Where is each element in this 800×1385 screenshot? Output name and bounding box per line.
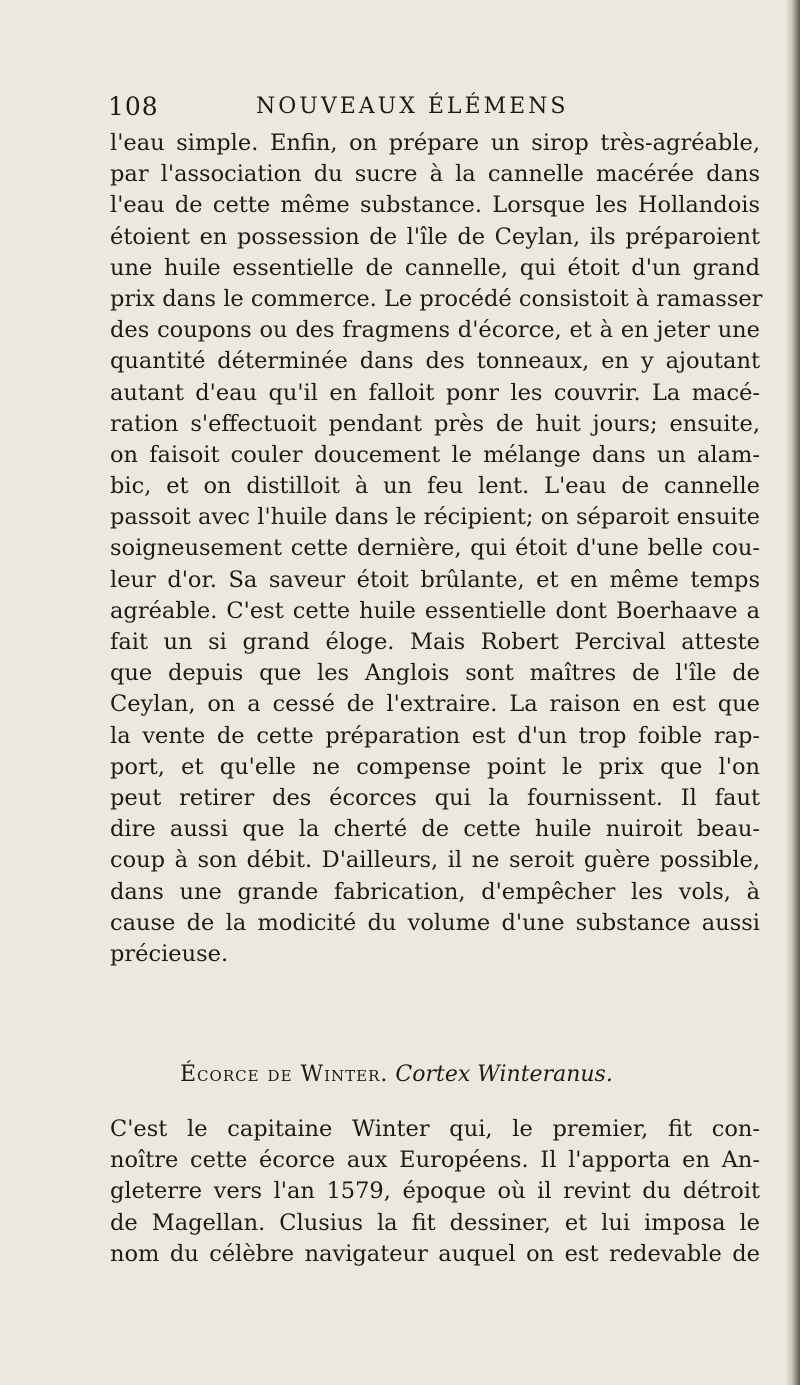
text-line: port, et qu'elle ne compense point le prix que l'on: [110, 753, 760, 780]
text-line: une huile essentielle de cannelle, qui étoit d'un grand: [110, 254, 760, 281]
page-number: 108: [108, 92, 159, 121]
text-line: l'eau de cette même substance. Lorsque les Hollandois: [110, 192, 760, 219]
text-line: ration s'effectuoit pendant près de huit jours; ensuite,: [110, 410, 760, 437]
text-line: cause de la modicité du volume d'une substance aussi: [110, 909, 760, 936]
text-line: peut retirer des écorces qui la fournissent. Il faut: [110, 784, 760, 811]
text-line: soigneusement cette dernière, qui étoit d'une belle cou-: [110, 535, 760, 562]
section-latin-name: Cortex Winteranus.: [395, 1062, 613, 1087]
page-header: [108, 92, 768, 126]
text-line: l'eau simple. Enfin, on prépare un sirop très-agréable,: [110, 130, 760, 156]
text-line: fait un si grand éloge. Mais Robert Percival atteste: [110, 629, 760, 655]
text-line: prix dans le commerce. Le procédé consistoit à ramasser: [110, 285, 763, 312]
text-line: on faisoit couler doucement le mélange dans un alam-: [110, 441, 760, 468]
paragraph-cannelle: [110, 128, 763, 970]
text-line: C'est le capitaine Winter qui, le premier, fit con-: [110, 1116, 760, 1142]
section-title: Écorce de Winter.: [180, 1062, 389, 1087]
text-line: gleterre vers l'an 1579, époque où il revint du détroit: [110, 1178, 760, 1205]
text-line: autant d'eau qu'il en falloit ponr les couvrir. La macé-: [110, 379, 760, 406]
text-line: agréable. C'est cette huile essentielle dont Boerhaave a: [110, 597, 760, 624]
text-line: la vente de cette préparation est d'un trop foible rap-: [110, 722, 760, 749]
text-line: par l'association du sucre à la cannelle macérée dans: [110, 161, 760, 188]
text-line: noître cette écorce aux Européens. Il l'apporta en An-: [110, 1147, 760, 1174]
text-line: étoient en possession de l'île de Ceylan, ils préparoient: [110, 223, 760, 250]
running-title: NOUVEAUX ÉLÉMENS: [256, 94, 569, 119]
page-edge: [786, 0, 800, 1385]
text-line: dire aussi que la cherté de cette huile nuiroit beau-: [110, 816, 760, 843]
text-line: que depuis que les Anglois sont maîtres de l'île de: [110, 660, 760, 687]
text-line: nom du célèbre navigateur auquel on est redevable de: [110, 1240, 760, 1267]
text-line: passoit avec l'huile dans le récipient; on séparoit ensuite: [110, 504, 760, 531]
text-line: de Magellan. Clusius la fit dessiner, et lui imposa le: [110, 1209, 760, 1236]
text-line: dans une grande fabrication, d'empêcher les vols, à: [110, 878, 760, 905]
text-line: quantité déterminée dans des tonneaux, en y ajoutant: [110, 348, 760, 375]
paragraph-winter: [110, 1114, 760, 1270]
text-line: Ceylan, on a cessé de l'extraire. La raison en est que: [110, 691, 760, 718]
section-heading: [180, 1062, 613, 1087]
text-line: leur d'or. Sa saveur étoit brûlante, et en même temps: [110, 566, 760, 593]
text-line: coup à son débit. D'ailleurs, il ne seroit guère possible,: [110, 847, 760, 874]
text-line: des coupons ou des fragmens d'écorce, et à en jeter une: [110, 317, 760, 344]
text-line: bic, et on distilloit à un feu lent. L'eau de cannelle: [110, 473, 760, 500]
text-line: précieuse.: [110, 940, 229, 967]
